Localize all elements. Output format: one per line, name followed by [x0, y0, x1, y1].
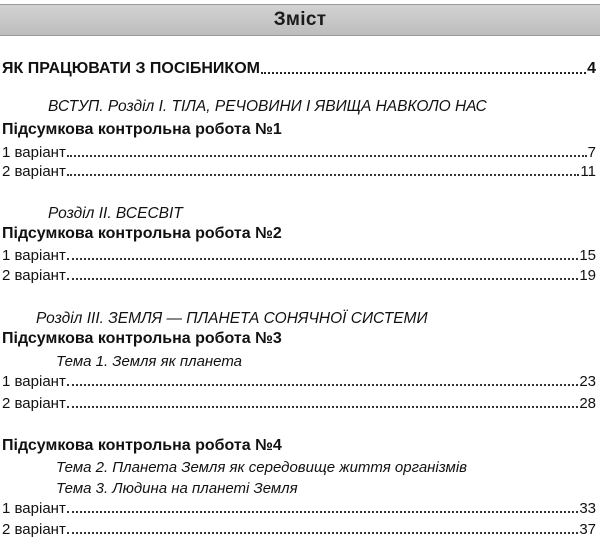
entry-page: 15 [579, 247, 596, 264]
entry-label: 1 варіант [2, 247, 66, 264]
section-heading-3: Розділ III. ЗЕМЛЯ — ПЛАНЕТА СОНЯЧНОЇ СИСТЕМИ [36, 310, 428, 327]
test-heading-1: Підсумкова контрольна робота №1 [2, 121, 282, 138]
entry-label: 1 варіант [2, 373, 66, 390]
dot-leader [67, 532, 578, 534]
toc-entry-variant[interactable] [2, 395, 596, 412]
toc-entry-variant[interactable] [2, 521, 596, 538]
topic-heading: Тема 3. Людина на планеті Земля [56, 480, 298, 497]
toc-entry-variant[interactable] [2, 373, 596, 390]
entry-label: ЯК ПРАЦЮВАТИ З ПОСІБНИКОМ [2, 60, 260, 77]
dot-leader [67, 258, 578, 260]
toc-entry-variant[interactable] [2, 144, 596, 161]
dot-leader [67, 406, 578, 408]
toc-entry-variant[interactable] [2, 500, 596, 517]
toc-entry-variant[interactable] [2, 163, 596, 180]
toc-entry-intro[interactable] [2, 60, 596, 78]
entry-page: 4 [587, 60, 596, 77]
test-heading-4: Підсумкова контрольна робота №4 [2, 437, 282, 454]
dot-leader [67, 511, 578, 513]
dot-leader [261, 72, 586, 74]
entry-page: 19 [579, 267, 596, 284]
topic-heading: Тема 2. Планета Земля як середовище життя організмів [56, 459, 468, 476]
topic-heading: Тема 1. Земля як планета [56, 353, 243, 370]
section-heading-2: Розділ II. ВСЕСВІТ [48, 205, 183, 222]
entry-page: 33 [579, 500, 596, 517]
entry-page: 37 [579, 521, 596, 538]
toc-entry-variant[interactable] [2, 267, 596, 284]
dot-leader [67, 278, 578, 280]
toc-title-bar [0, 4, 600, 36]
entry-page: 7 [587, 144, 596, 161]
toc-entry-variant[interactable] [2, 247, 596, 264]
dot-leader [67, 155, 587, 157]
page-title: Зміст [273, 9, 327, 30]
entry-label: 2 варіант [2, 267, 66, 284]
entry-page: 23 [579, 373, 596, 390]
entry-label: 2 варіант [2, 521, 66, 538]
entry-label: 2 варіант [2, 395, 66, 412]
entry-label: 1 варіант [2, 500, 66, 517]
section-heading-1: ВСТУП. Розділ І. ТІЛА, РЕЧОВИНИ І ЯВИЩА НАВКОЛО НАС [48, 98, 487, 115]
dot-leader [67, 174, 580, 176]
entry-page: 28 [579, 395, 596, 412]
entry-label: 2 варіант [2, 163, 66, 180]
test-heading-3: Підсумкова контрольна робота №3 [2, 330, 282, 347]
test-heading-2: Підсумкова контрольна робота №2 [2, 225, 282, 242]
dot-leader [67, 384, 578, 386]
entry-page: 11 [580, 163, 596, 180]
entry-label: 1 варіант [2, 144, 66, 161]
